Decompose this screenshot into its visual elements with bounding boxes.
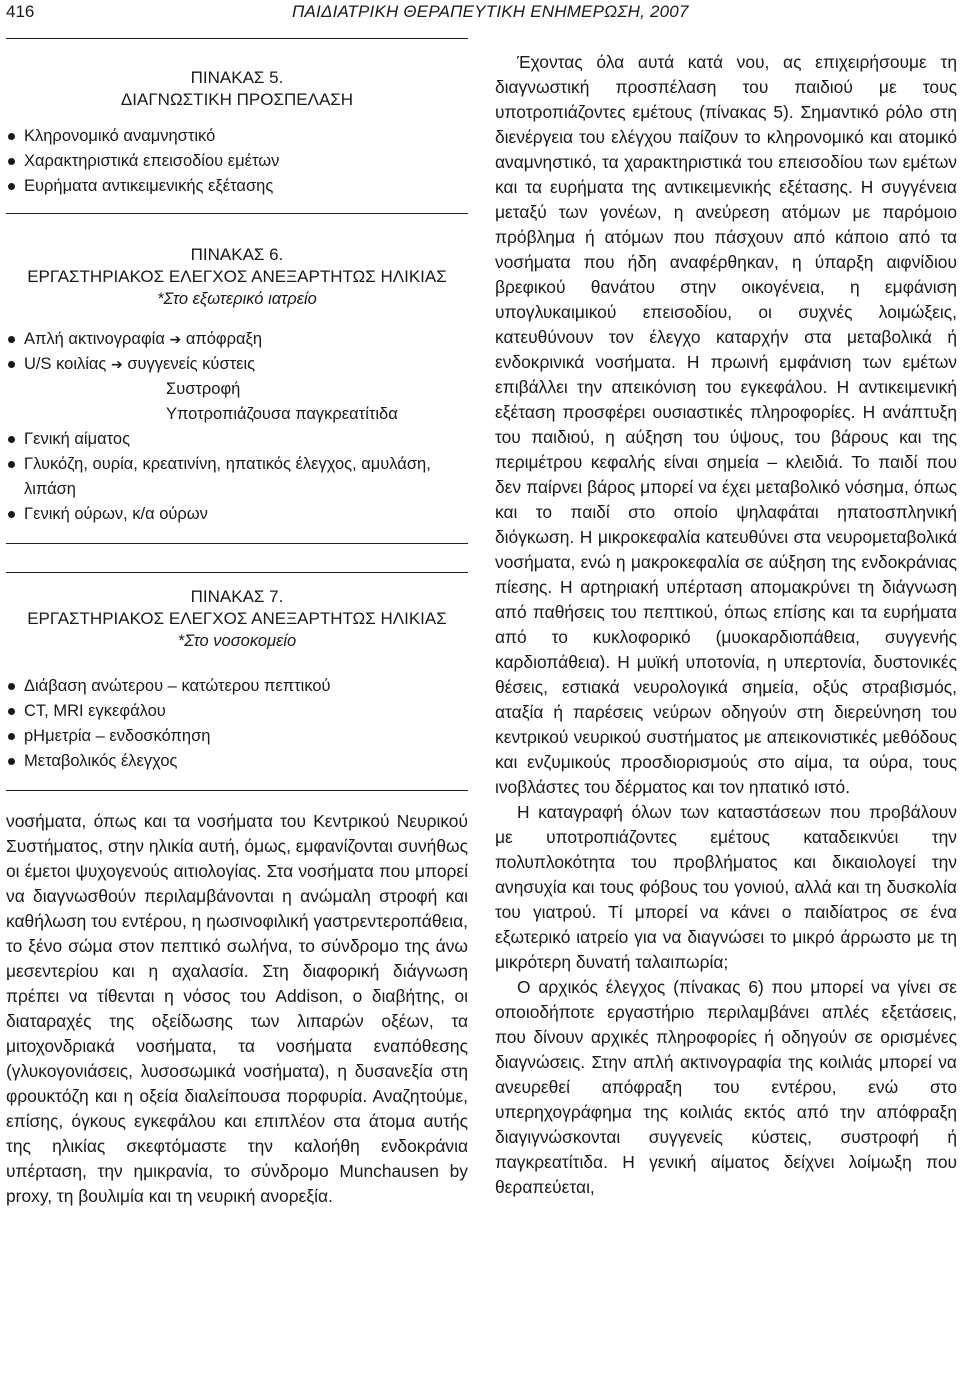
list-item: Διάβαση ανώτερου – κατώτερου πεπτικού <box>6 674 468 699</box>
bullet-icon <box>8 158 15 165</box>
list-item: Χαρακτηριστικά επεισοδίου εμέτων <box>6 149 468 174</box>
bullet-icon <box>8 461 15 468</box>
table5-list <box>6 124 468 199</box>
arrow-right-icon: ➔ <box>110 356 123 372</box>
paragraph: Ο αρχικός έλεγχος (πίνακας 6) που μπορεί να γίνει σε οποιοδήποτε εργαστήριο περιλαμβάνει απλές εξετάσεις, που δίνουν αρχικές πληροφορίες ή οδηγούν σε ορισμένες διαγνώσεις. Στην απλή ακτινογραφία της κοιλιάς μπορεί να ανευρεθεί απόφραξη του εντέρου, ενώ στο υπερηχογράφημα της κοιλιάς εκτός από την απόφραξη διαγιγνώσκονται συγγενείς κύστεις, συστροφή ή παγκρεατίτιδα. Η γενική αίματος δείχνει λοίμωξη που θεραπεύεται, <box>495 977 957 1197</box>
bullet-icon <box>8 183 15 190</box>
page-number: 416 <box>6 2 35 21</box>
table7-subtitle: ΕΡΓΑΣΤΗΡΙΑΚΟΣ ΕΛΕΓΧΟΣ ΑΝΕΞΑΡΤΗΤΩΣ ΗΛΙΚΙΑΣ <box>27 609 447 628</box>
table7 <box>6 573 468 774</box>
table6-subtitle: ΕΡΓΑΣΤΗΡΙΑΚΟΣ ΕΛΕΓΧΟΣ ΑΝΕΞΑΡΤΗΤΩΣ ΗΛΙΚΙΑΣ <box>27 267 447 286</box>
table5 <box>6 39 468 199</box>
bullet-icon <box>8 733 15 740</box>
arrow-right-icon: ➔ <box>169 331 182 347</box>
table7-list <box>6 674 468 774</box>
paragraph: Η καταγραφή όλων των καταστάσεων που προβάλουν με υποτροπιάζοντες εμέτους καταδεικνύει την πολυπλοκότητα του προβλήματος και δικαιολογεί την ανησυχία και τους φόβους του γονιού, αλλά και τη δυσκολία του γιατρού. Τί μπορεί να κάνει ο παιδίατρος σε ένα εξωτερικό ιατρείο για να διαγνώσει το μικρό άρρωστο με τη μικρότερη δυνατή ταλαιπωρία; <box>495 802 957 972</box>
page-header <box>0 0 960 30</box>
list-item: U/S κοιλίας ➔ συγγενείς κύστεις <box>6 352 468 377</box>
paragraph: Έχοντας όλα αυτά κατά νου, ας επιχειρήσουμε τη διαγνωστική προσπέλαση του παιδιού με τους υποτροπιάζοντες εμέτους (πίνακας 5). Σημαντικό ρόλο στη διενέργεια του ελέγχου παίζουν το κληρονομικό και ατομικό αναμνηστικό, τα χαρακτηριστικά του επεισοδίου των εμέτων και τα ευρήματα της αντικειμενικής εξέτασης. Η συγγένεια μεταξύ των γονέων, η ανεύρεση ατόμων με παρόμοιο πρόβλημα ή ατόμων που πάσχουν από κάποιο από τα νοσήματα που ήδη αναφέρθηκαν, η ύπαρξη αιφνίδιου βρεφικού θανάτου στην οικογένεια, η εμφάνιση υπογλυκαιμικού επεισοδίου, οι συχνές λοιμώξεις, κατευθύνουν τον έλεγχο καταρχήν στα μεταβολικά ή ενδοκρινικά νοσήματα. Η πρωινή εμφάνιση των εμέτων επιβάλλει την απεικόνιση του εγκεφάλου. Η αντικειμενική εξέταση προσφέρει ουσιαστικές πληροφορίες. Η ανάπτυξη του παιδιού, η αύξηση του ύψους, του βάρους και της περιμέτρου κεφαλής είναι σημεία – κλειδιά. Το παιδί που δεν παίρνει βάρος μπορεί να έχει μεταβολικό νόσημα, όπως και το παιδί στο οποίο ψηλαφάται ηπατοσπληνική διόγκωση. Η μικροκεφαλία κατευθύνει στα νευρομεταβολικά νοσήματα, ενώ η μακροκεφαλία σε αύξηση της ενδοκράνιας πίεσης. Η αρτηριακή υπέρταση απομακρύνει τη διάγνωση από παθήσεις του πεπτικού, όπως επίσης και τα ευρήματα από το κυκλοφορικό (μυοκαρδιοπάθεια, συγγενής καρδιοπάθεια). Η μυϊκή υποτονία, η υπερτονία, δυστονικές θέσεις, εστιακά νευρολογικά σημεία, οξύς στραβισμός, αταξία ή παρέσεις νεύρων οδηγούν στη διερεύνηση του κεντρικού νευρικού συστήματος με απεικονιστικές μεθόδους και ενζυμικούς προσδιορισμούς στο αίμα, τα ούρα, τους ινοβλάστες του δέρματος και τον ηπατικό ιστό. <box>495 52 957 797</box>
table5-subtitle: ΔΙΑΓΝΩΣΤΙΚΗ ΠΡΟΣΠΕΛΑΣΗ <box>120 90 354 109</box>
left-body-text: νοσήματα, όπως και τα νοσήματα του Κεντρικού Νευρικού Συστήματος, στην ηλικία αυτή, όμως, εμφανίζονται συνήθως οι έμετοι ψυχογενούς αιτιολογίας. Στα νοσήματα που μπορεί να διαγνωσθούν περιλαμβάνονται η ανώμαλη στροφή και καθήλωση του εντέρου, η ηωσινοφιλική γαστρεντεροπάθεια, το ξένο σώμα στον πεπτικό σωλήνα, το σύνδρομο της άνω μεσεντερίου και η αχαλασία. Στη διαφορική διάγνωση πρέπει να τίθενται η νόσος του Addison, ο διαβήτης, οι διαταραχές της οξείδωσης των λιπαρών οξέων, τα μιτοχονδριακά νοσήματα, τα νοσήματα εναπόθεσης (γλυκογονιάσεις, λυσοσωμικά νοσήματα), η δυσανεξία στη φρουκτόζη και η οξεία διαλείπουσα πορφυρία. Αναζητούμε, επίσης, όγκους εγκεφάλου και επιπλέον στα άτομα αυτής της ηλικίας σκεφτόμαστε την καλοήθη ενδοκράνια υπέρταση, την ημικρανία, το σύνδρομο Munchausen by proxy, τη βουλιμία και τη νευρική ανορεξία. <box>6 811 468 1206</box>
bullet-icon <box>8 708 15 715</box>
bullet-icon <box>8 758 15 765</box>
table7-title: ΠΙΝΑΚΑΣ 7. <box>190 587 284 606</box>
us-subitem: Υποτροπιάζουσα παγκρεατίτιδα <box>166 405 398 423</box>
bullet-icon <box>8 361 15 368</box>
us-subitem: Συστροφή <box>166 380 241 398</box>
list-item: Κληρονομικό αναμνηστικό <box>6 124 468 149</box>
right-column <box>495 50 957 1200</box>
list-item: Γλυκόζη, ουρία, κρεατινίνη, ηπατικός έλεγχος, αμυλάση, λιπάση <box>6 452 468 502</box>
table5-title: ΠΙΝΑΚΑΣ 5. <box>190 68 284 87</box>
list-item: CT, MRI εγκεφάλου <box>6 699 468 724</box>
list-item: Μεταβολικός έλεγχος <box>6 749 468 774</box>
table6-setting: *Στο εξωτερικό ιατρείο <box>157 290 317 308</box>
list-item: pHμετρία – ενδοσκόπηση <box>6 724 468 749</box>
list-item: Γενική αίματος <box>6 427 468 452</box>
list-item: Γενική ούρων, κ/α ούρων <box>6 502 468 527</box>
left-column <box>6 38 468 1209</box>
table7-bottom-rule <box>6 790 468 791</box>
table6 <box>6 214 468 527</box>
bullet-icon <box>8 336 15 343</box>
bullet-icon <box>8 133 15 140</box>
journal-title: ΠΑΙΔΙΑΤΡΙΚΗ ΘΕΡΑΠΕΥΤΙΚΗ ΕΝΗΜΕΡΩΣΗ, 2007 <box>292 2 689 21</box>
table6-title: ΠΙΝΑΚΑΣ 6. <box>190 245 284 264</box>
bullet-icon <box>8 683 15 690</box>
bullet-icon <box>8 436 15 443</box>
table7-setting: *Στο νοσοκομείο <box>177 632 297 650</box>
list-item: Απλή ακτινογραφία ➔ απόφραξη <box>6 327 468 352</box>
table6-list-continued <box>6 427 468 527</box>
table6-bottom-rule <box>6 543 468 544</box>
list-item: Ευρήματα αντικειμενικής εξέτασης <box>6 174 468 199</box>
bullet-icon <box>8 511 15 518</box>
table6-list <box>6 327 468 377</box>
